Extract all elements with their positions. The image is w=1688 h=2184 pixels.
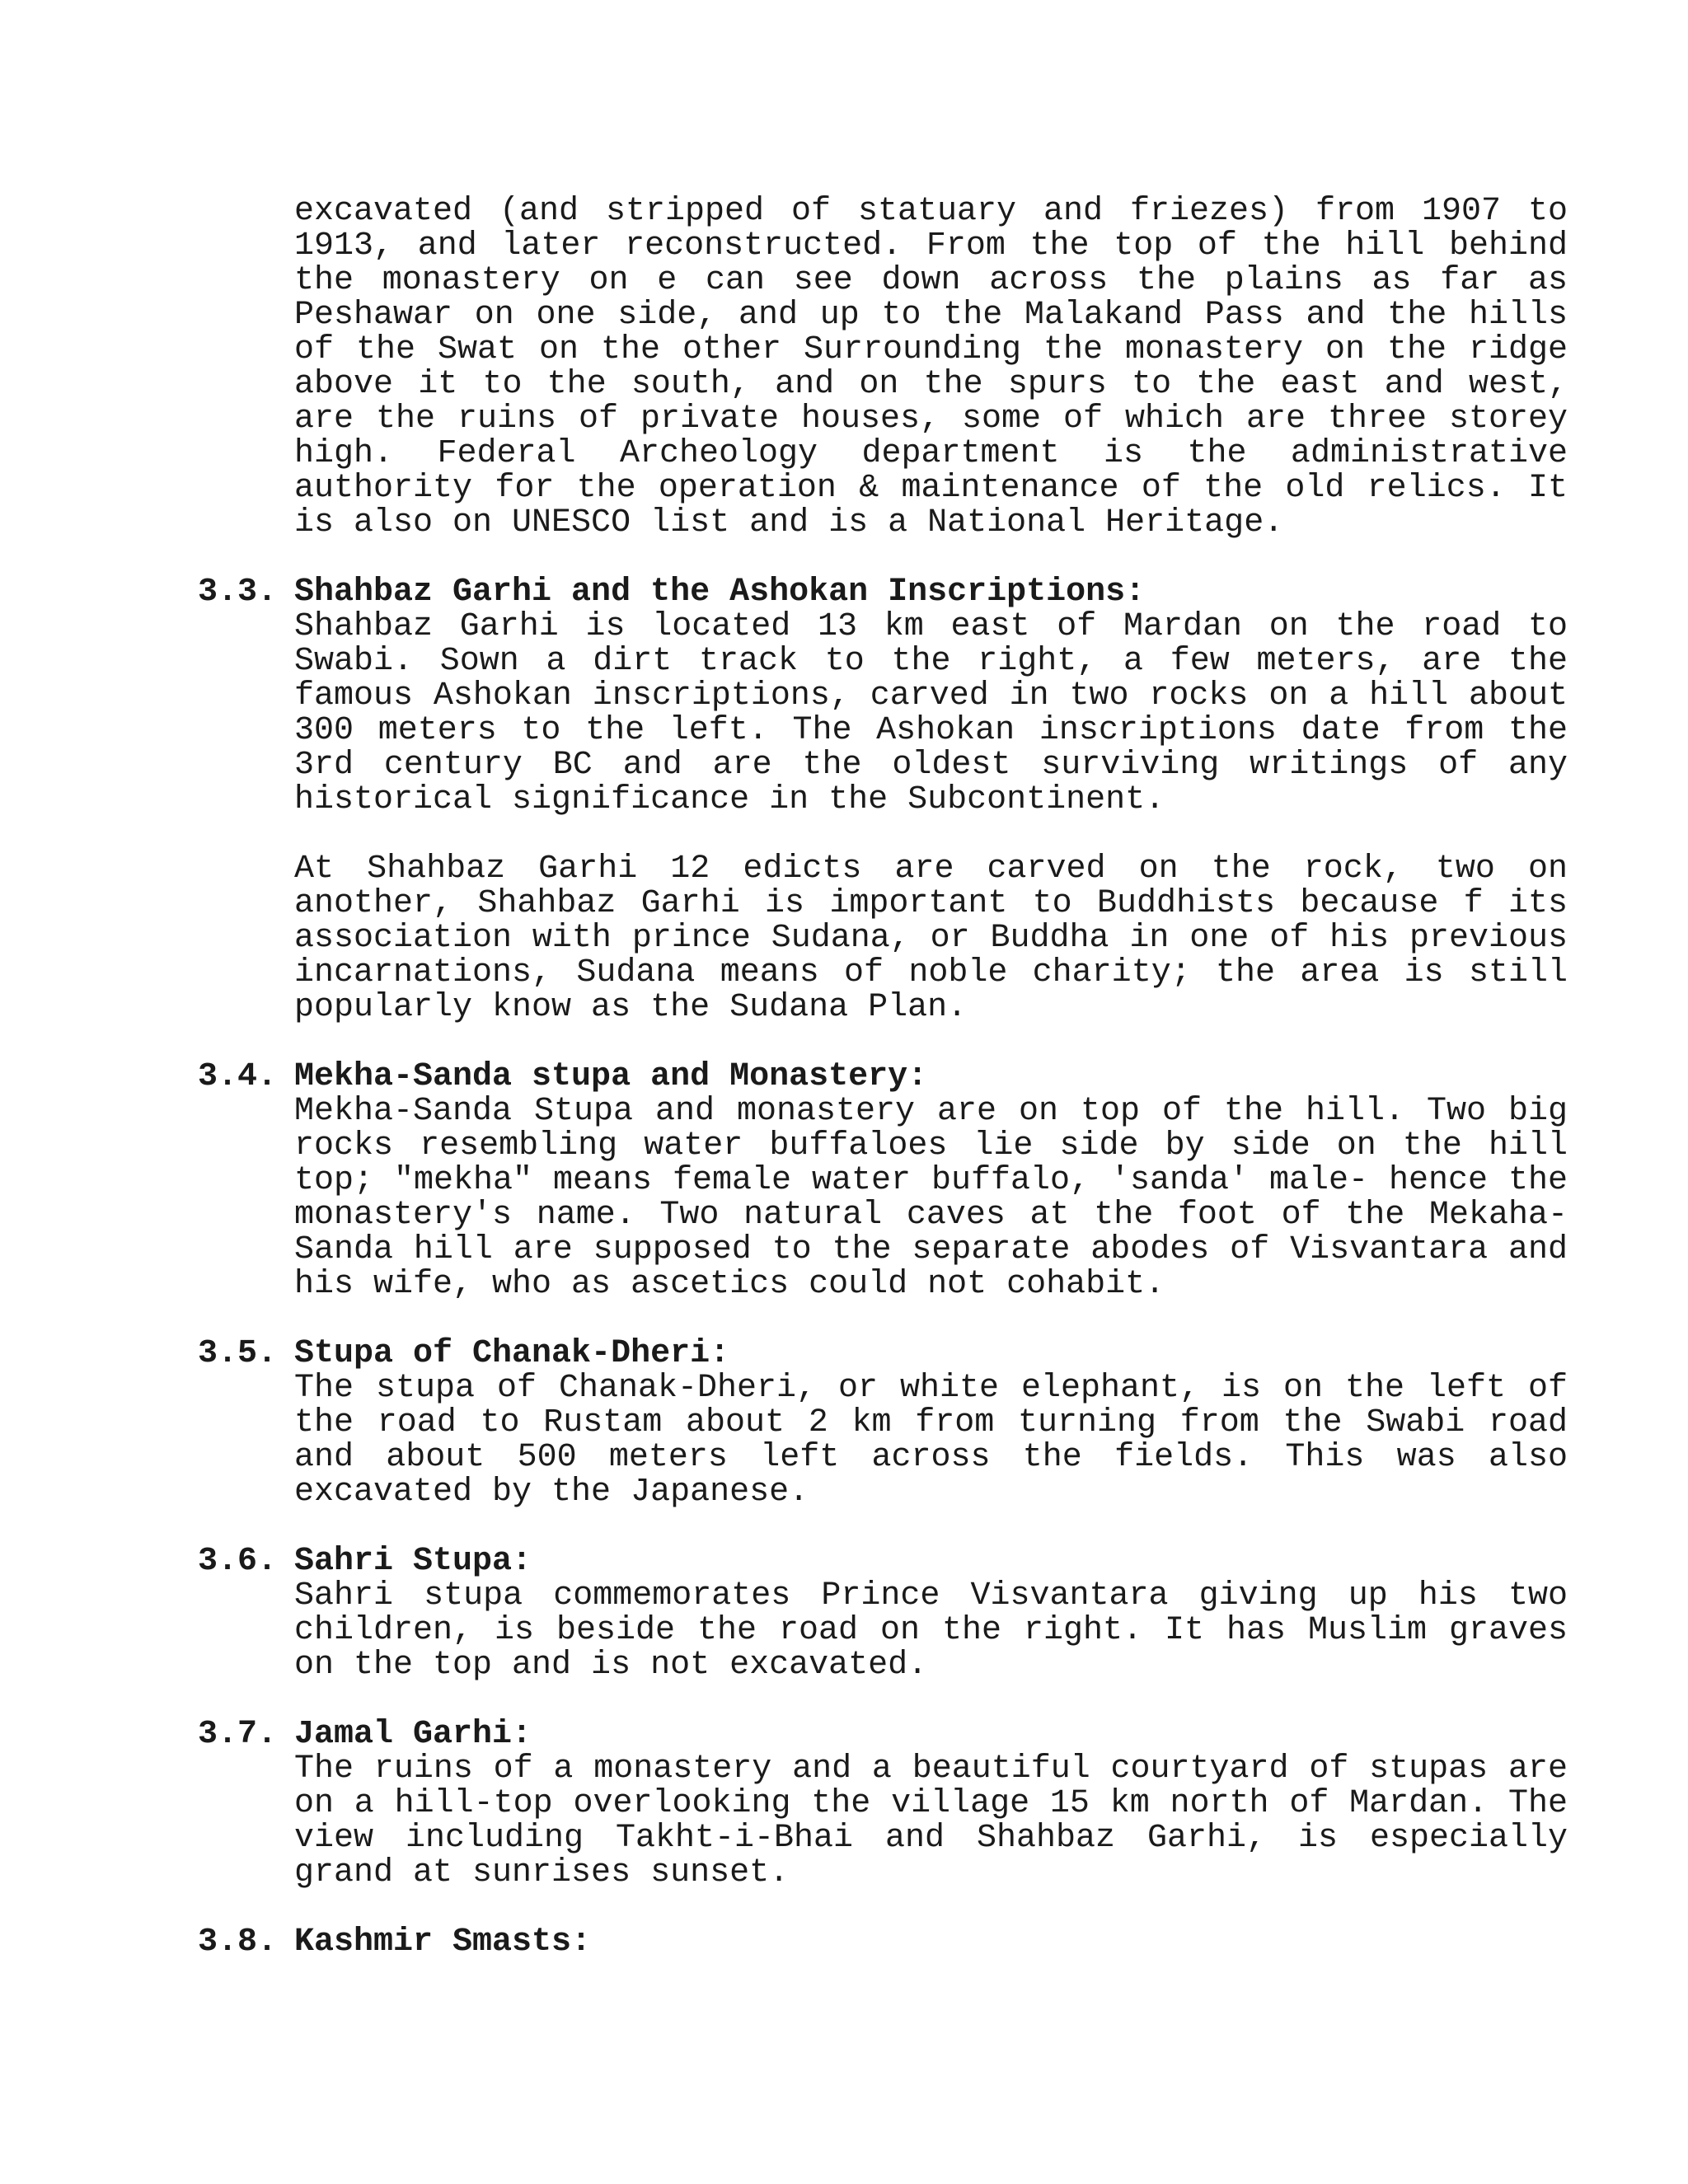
section-heading-3-4 — [198, 1060, 927, 1094]
section-title: Mekha-Sanda stupa and Monastery: — [294, 1058, 928, 1095]
section-heading-3-5 — [198, 1337, 729, 1371]
section-number: 3.8. — [198, 1924, 278, 1961]
section-3-4-paragraph-1: Mekha-Sanda Stupa and monastery are on top of the hill. Two big rocks resembling water buffaloes lie side by side on the hill top; "mekha" means female water buffalo, 'sanda' male- hence the monastery's name. Two natural caves at the foot of the Mekaha-Sanda hill are supposed to the separate abodes of Visvantara and his wife, who as ascetics could not cohabit. — [294, 1093, 1568, 1303]
section-heading-3-6 — [198, 1544, 532, 1579]
section-number: 3.5. — [198, 1335, 278, 1372]
section-number: 3.7. — [198, 1716, 278, 1753]
section-title: Stupa of Chanak-Dheri: — [294, 1335, 730, 1372]
section-title: Shahbaz Garhi and the Ashokan Inscriptions: — [294, 574, 1146, 611]
section-heading-3-8 — [198, 1925, 591, 1960]
section-3-3-paragraph-1: Shahbaz Garhi is located 13 km east of Mardan on the road to Swabi. Sown a dirt track to the right, a few meters, are the famous Ashokan inscriptions, carved in two rocks on a hill about 300 meters to the left. The Ashokan inscriptions date from the 3rd century BC and are the oldest surviving writings of any historical significance in the Subcontinent. — [294, 608, 1568, 818]
section-3-6-paragraph-1: Sahri stupa commemorates Prince Visvantara giving up his two children, is beside the road on the right. It has Muslim graves on the top and is not excavated. — [294, 1577, 1568, 1684]
section-number: 3.6. — [198, 1543, 278, 1580]
section-number: 3.3. — [198, 574, 278, 611]
section-title: Sahri Stupa: — [294, 1543, 532, 1580]
intro-paragraph: excavated (and stripped of statuary and friezes) from 1907 to 1913, and later reconstructed. From the top of the hill behind the monastery on e can see down across the plains as far as Peshawar on one side, and up to the Malakand Pass and the hills of the Swat on the other Surrounding the monastery on the ridge above it to the south, and on the spurs to the east and west, are the ruins of private houses, some of which are three storey high. Federal Archeology department is the administrative authority for the operation & maintenance of the old relics. It is also on UNESCO list and is a National Heritage. — [294, 193, 1568, 541]
section-heading-3-7 — [198, 1718, 532, 1752]
section-3-5-paragraph-1: The stupa of Chanak-Dheri, or white elephant, is on the left of the road to Rustam about 2 km from turning from the Swabi road and about 500 meters left across the fields. This was also excavated by the Japanese. — [294, 1370, 1568, 1511]
section-title: Jamal Garhi: — [294, 1716, 532, 1753]
section-title: Kashmir Smasts: — [294, 1924, 592, 1961]
section-3-3-paragraph-2: At Shahbaz Garhi 12 edicts are carved on the rock, two on another, Shahbaz Garhi is important to Buddhists because f its association with prince Sudana, or Buddha in one of his previous incarnations, Sudana means of noble charity; the area is still popularly know as the Sudana Plan. — [294, 851, 1568, 1026]
section-3-7-paragraph-1: The ruins of a monastery and a beautiful courtyard of stupas are on a hill-top overlooking the village 15 km north of Mardan. The view including Takht-i-Bhai and Shahbaz Garhi, is especially grand at sunrises sunset. — [294, 1750, 1568, 1891]
section-heading-3-3 — [198, 575, 1145, 610]
section-number: 3.4. — [198, 1058, 278, 1095]
